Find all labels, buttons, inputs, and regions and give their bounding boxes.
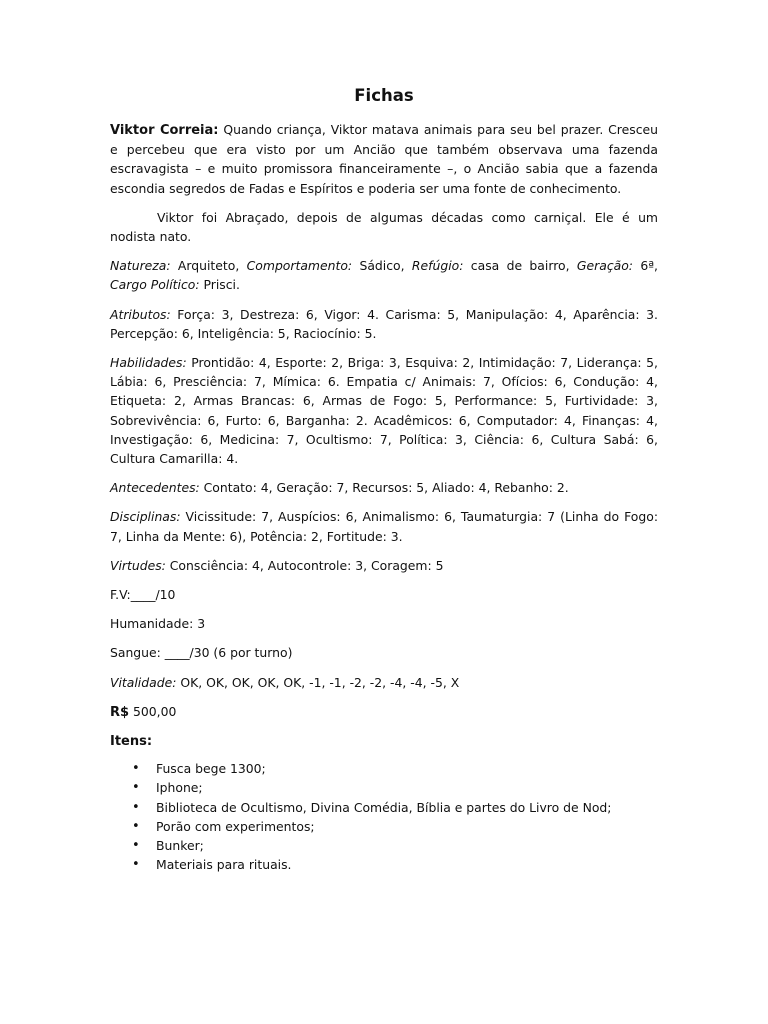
bullet-icon: • — [132, 799, 140, 815]
habilidades-value: Prontidão: 4, Esporte: 2, Briga: 3, Esquiva: 2, Intimidação: 7, Liderança: 5, Lábia: 6, Presciência: 7, Mímica: 6. Empatia c/ Animais: 7, Ofícios: 6, Condução: 4, Etiqueta: 2, Armas Brancas: 6, Armas de Fogo: 5, Performance: 5, Furtividade: 3, Sobrevivência: 6, Furto: 6, Barganha: 2. Acadêmicos: 6, Computador: 4, Finanças: 4, Investigação: 6, Medicina: 7, Ocultismo: 7, Política: 3, Ciência: 6, Cultura Sabá: 6, Cultura Camarilla: 4. — [110, 355, 658, 467]
virtudes-paragraph — [110, 556, 658, 575]
vitalidade-value: OK, OK, OK, OK, OK, -1, -1, -2, -2, -4, -4, -5, X — [176, 674, 460, 690]
natureza-value: Arquiteto, — [170, 258, 247, 274]
atributos-label: Atributos: — [110, 306, 171, 322]
humanidade-line: Humanidade: 3 — [110, 616, 206, 632]
currency-symbol: R$ — [110, 704, 130, 720]
list-item-text: Bunker; — [156, 838, 204, 854]
disciplinas-paragraph — [110, 507, 658, 545]
atributos-paragraph — [110, 305, 658, 343]
list-item — [110, 836, 658, 855]
sangue-line: Sangue: ____/30 (6 por turno) — [110, 645, 293, 661]
bullet-icon: • — [132, 780, 140, 796]
list-item — [110, 855, 658, 874]
document-page — [110, 84, 658, 875]
itens-list — [110, 759, 658, 874]
antecedentes-label: Antecedentes: — [110, 480, 200, 496]
natureza-label: Natureza: — [110, 258, 171, 274]
list-item — [110, 798, 658, 817]
list-item — [110, 778, 658, 797]
money-line — [110, 702, 658, 722]
itens-heading: Itens: — [110, 734, 153, 750]
refugio-value: casa de bairro, — [463, 258, 577, 274]
bullet-icon: • — [132, 818, 140, 834]
bullet-icon: • — [132, 838, 140, 854]
virtudes-value: Consciência: 4, Autocontrole: 3, Coragem: 5 — [165, 557, 444, 573]
intro-text: Quando criança, Viktor matava animais para seu bel prazer. Cresceu e percebeu que era visto por um Ancião que também observava uma fazenda escravagista – e muito promissora financeiramente –, o Ancião sabia que a fazenda escondia segredos de Fadas e Espíritos e poderia ser uma fonte de conhecimento. — [110, 122, 658, 196]
intro-paragraph — [110, 120, 658, 198]
list-item — [110, 759, 658, 778]
cargo-value: Prisci. — [199, 277, 240, 293]
geracao-label: Geração: — [576, 258, 633, 274]
comportamento-label: Comportamento: — [246, 258, 353, 274]
vitalidade-label: Vitalidade: — [110, 674, 177, 690]
vitalidade-paragraph — [110, 673, 658, 692]
virtudes-label: Virtudes: — [110, 557, 166, 573]
bullet-icon: • — [132, 761, 140, 777]
list-item-text: Fusca bege 1300; — [156, 761, 266, 777]
list-item-text: Porão com experimentos; — [156, 818, 315, 834]
list-item-text: Biblioteca de Ocultismo, Divina Comédia, Bíblia e partes do Livro de Nod; — [156, 799, 612, 815]
document-title: Fichas — [354, 86, 414, 105]
refugio-label: Refúgio: — [411, 258, 464, 274]
natureza-paragraph — [110, 256, 658, 294]
comportamento-value: Sádico, — [352, 258, 412, 274]
habilidades-paragraph — [110, 353, 658, 468]
disciplinas-label: Disciplinas: — [110, 509, 181, 525]
geracao-value: 6ª, — [632, 258, 658, 274]
antecedentes-value: Contato: 4, Geração: 7, Recursos: 5, Aliado: 4, Rebanho: 2. — [199, 480, 569, 496]
antecedentes-paragraph — [110, 478, 658, 497]
list-item — [110, 817, 658, 836]
list-item-text: Iphone; — [156, 780, 203, 796]
bullet-icon: • — [132, 857, 140, 873]
money-value: 500,00 — [129, 703, 177, 719]
character-name: Viktor Correia: — [110, 123, 219, 138]
habilidades-label: Habilidades: — [110, 355, 187, 371]
fv-line: F.V:____/10 — [110, 587, 176, 603]
atributos-value: Força: 3, Destreza: 6, Vigor: 4. Carisma: 5, Manipulação: 4, Aparência: 3. Percepção: 6, Inteligência: 5, Raciocínio: 5. — [110, 306, 658, 341]
embrace-paragraph: Viktor foi Abraçado, depois de algumas décadas como carniçal. Ele é um nodista nato. — [110, 209, 658, 245]
list-item-text: Materiais para rituais. — [156, 857, 292, 873]
cargo-label: Cargo Político: — [110, 277, 200, 293]
disciplinas-value: Vicissitude: 7, Auspícios: 6, Animalismo: 6, Taumaturgia: 7 (Linha do Fogo: 7, Linha da Mente: 6), Potência: 2, Fortitude: 3. — [110, 509, 658, 544]
